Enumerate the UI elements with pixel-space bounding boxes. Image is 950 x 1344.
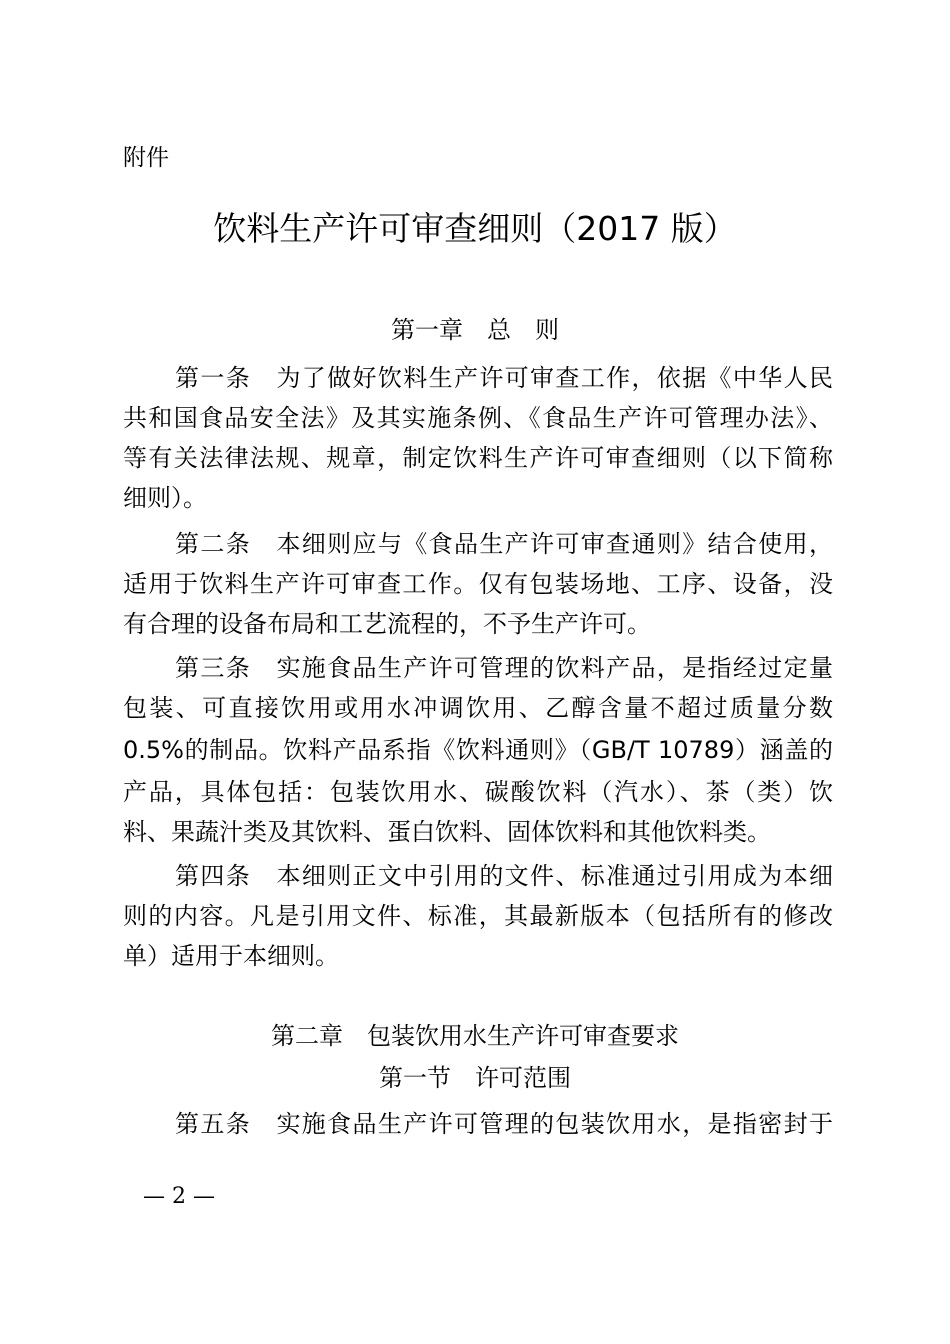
chapter-1-heading: 第一章 总 则	[391, 316, 559, 344]
article-5	[123, 1104, 833, 1144]
article-3-line-4: 产品，具体包括：包装饮用水、碳酸饮料（汽水）、茶（类）饮	[123, 778, 833, 806]
chapter-2-heading: 第二章 包装饮用水生产许可审查要求	[271, 1022, 679, 1050]
attachment-label: 附件	[123, 145, 169, 171]
article-3-line-1: 第三条 实施食品生产许可管理的饮料产品，是指经过定量	[175, 654, 833, 682]
article-3-line-3: 0.5%的制品。饮料产品系指《饮料通则》（GB/T 10789）涵盖的	[123, 736, 833, 764]
article-2	[123, 524, 833, 644]
article-2-line-1: 第二条 本细则应与《食品生产许可审查通则》结合使用，	[175, 530, 833, 558]
article-1-line-4: 细则）。	[123, 484, 207, 512]
article-3-line-2: 包装、可直接饮用或用水冲调饮用、乙醇含量不超过质量分数	[123, 694, 833, 722]
article-1-line-1: 第一条 为了做好饮料生产许可审查工作，依据《中华人民	[175, 364, 833, 392]
article-2-line-3: 有合理的设备布局和工艺流程的，不予生产许可。	[123, 610, 651, 638]
article-1-line-2: 共和国食品安全法》及其实施条例、《食品生产许可管理办法》、	[123, 404, 833, 432]
article-4-line-2: 则的内容。凡是引用文件、标准，其最新版本（包括所有的修改	[123, 902, 833, 930]
section-1-heading: 第一节 许可范围	[379, 1064, 571, 1092]
document-title: 饮料生产许可审查细则（2017 版）	[213, 209, 737, 248]
article-1	[123, 358, 833, 518]
article-4-line-1: 第四条 本细则正文中引用的文件、标准通过引用成为本细	[175, 862, 833, 890]
article-3	[123, 648, 833, 852]
article-3-line-5: 料、果蔬汁类及其饮料、蛋白饮料、固体饮料和其他饮料类。	[123, 818, 771, 846]
article-4	[123, 856, 833, 976]
article-1-line-3: 等有关法律法规、规章，制定饮料生产许可审查细则（以下简称	[123, 444, 833, 472]
article-5-line-1: 第五条 实施食品生产许可管理的包装饮用水，是指密封于	[175, 1110, 833, 1138]
page-number: — 2 —	[143, 1184, 215, 1209]
article-4-line-3: 单）适用于本细则。	[123, 942, 339, 970]
article-2-line-2: 适用于饮料生产许可审查工作。仅有包装场地、工序、设备，没	[123, 570, 833, 598]
